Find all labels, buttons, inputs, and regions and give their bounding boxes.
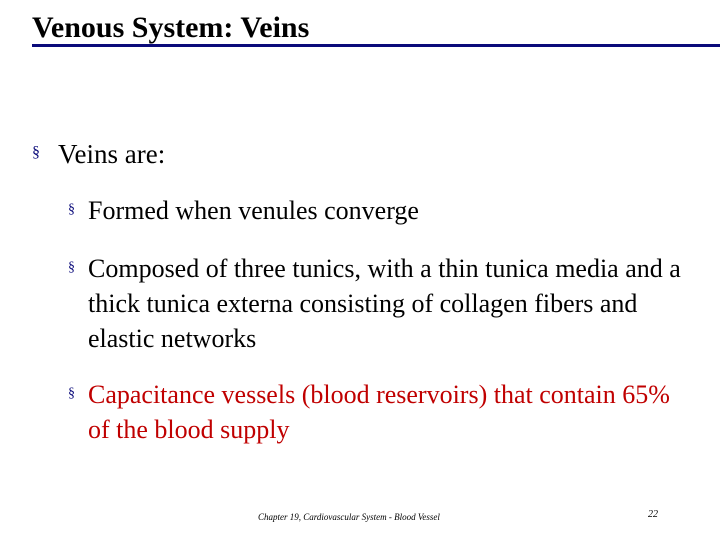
bullet-text: Composed of three tunics, with a thin tunica media and a thick tunica externa consisting of collagen fibers and elastic networks <box>88 254 681 353</box>
bullet-composed <box>68 251 688 356</box>
bullet-marker-icon: § <box>68 202 75 217</box>
slide-footer: Chapter 19, Cardiovascular System - Blood Vessel <box>258 512 440 522</box>
bullet-marker-icon: § <box>68 386 75 401</box>
bullet-veins-are <box>32 136 165 172</box>
page-number: 22 <box>648 509 658 520</box>
bullet-formed <box>68 193 688 228</box>
bullet-text: Veins are: <box>58 139 166 169</box>
title-underline <box>32 44 720 47</box>
bullet-text: Formed when venules converge <box>88 196 419 225</box>
bullet-capacitance <box>68 377 688 447</box>
bullet-marker-icon: § <box>68 260 75 275</box>
bullet-text: Capacitance vessels (blood reservoirs) that contain 65% of the blood supply <box>88 380 670 444</box>
slide-title: Venous System: Veins <box>32 11 310 44</box>
bullet-marker-icon: § <box>32 144 40 161</box>
